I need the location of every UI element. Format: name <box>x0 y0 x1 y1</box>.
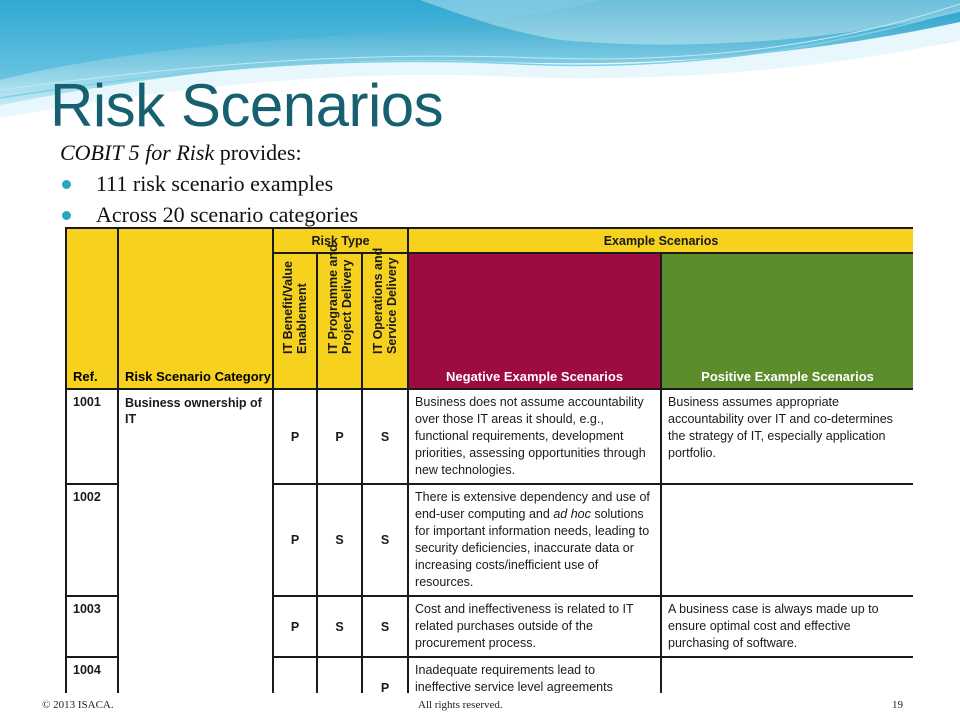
bullet-dot-icon <box>62 180 71 189</box>
risk-scenario-table-container <box>65 227 913 693</box>
header-risk-type: Risk Type <box>273 228 408 253</box>
bullet-item <box>60 202 460 228</box>
table-row <box>66 389 913 484</box>
row-risk-type-1 <box>273 657 317 693</box>
row-risk-type-2 <box>317 657 362 693</box>
row-ref: 1002 <box>66 484 118 596</box>
risk-scenario-table <box>65 227 913 693</box>
row-category: Business ownership of IT <box>118 389 273 693</box>
row-negative-scenario: Inadequate requirements lead to ineffective service level agreements <box>408 657 661 693</box>
intro-text: provides: <box>214 140 302 165</box>
footer-copyright: © 2013 ISACA. <box>42 699 114 711</box>
row-risk-type-1: P <box>273 389 317 484</box>
slide-title: Risk Scenarios <box>50 72 444 139</box>
row-ref: 1004 <box>66 657 118 693</box>
row-ref: 1003 <box>66 596 118 657</box>
row-positive-scenario <box>661 484 913 596</box>
row-risk-type-3: S <box>362 596 408 657</box>
footer-page-number: 19 <box>892 699 903 711</box>
row-risk-type-3: S <box>362 389 408 484</box>
row-risk-type-1: P <box>273 484 317 596</box>
row-negative-scenario: Cost and ineffectiveness is related to IT related purchases outside of the procurement process. <box>408 596 661 657</box>
header-it-programme-project-delivery: IT Programme and Project Delivery <box>317 253 362 389</box>
intro-line <box>60 140 302 166</box>
header-ref: Ref. <box>66 228 118 389</box>
header-risk-scenario-category: Risk Scenario Category <box>118 228 273 389</box>
row-risk-type-1: P <box>273 596 317 657</box>
row-negative-scenario: There is extensive dependency and use of end-user computing and ad hoc solutions for important information needs, leading to security deficiencies, inaccurate data or increasing costs/inefficient use of resources. <box>408 484 661 596</box>
bullet-dot-icon <box>62 211 71 220</box>
bullet-text: 111 risk scenario examples <box>96 171 334 196</box>
bullet-text: Across 20 scenario categories <box>96 202 359 227</box>
row-negative-scenario: Business does not assume accountability over those IT areas it should, e.g., functional requirements, development priorities, assessing opportunities through new technologies. <box>408 389 661 484</box>
row-positive-scenario: A business case is always made up to ensure optimal cost and effective purchasing of software. <box>661 596 913 657</box>
header-it-benefit-value-enablement: IT Benefit/Value Enablement <box>273 253 317 389</box>
header-it-operations-service-delivery: IT Operations and Service Delivery <box>362 253 408 389</box>
header-negative-example-scenarios: Negative Example Scenarios <box>408 253 661 389</box>
row-risk-type-3: S <box>362 484 408 596</box>
header-positive-example-scenarios: Positive Example Scenarios <box>661 253 913 389</box>
header-example-scenarios: Example Scenarios <box>408 228 913 253</box>
row-risk-type-2: S <box>317 596 362 657</box>
row-positive-scenario: Business assumes appropriate accountability over IT and co-determines the strategy of IT, especially application portfolio. <box>661 389 913 484</box>
row-risk-type-2: S <box>317 484 362 596</box>
intro-publication-title: COBIT 5 for Risk <box>60 140 215 165</box>
row-risk-type-2: P <box>317 389 362 484</box>
footer-rights: All rights reserved. <box>418 699 503 711</box>
row-ref: 1001 <box>66 389 118 484</box>
row-positive-scenario <box>661 657 913 693</box>
row-risk-type-3: P <box>362 657 408 693</box>
bullet-item <box>60 171 460 197</box>
